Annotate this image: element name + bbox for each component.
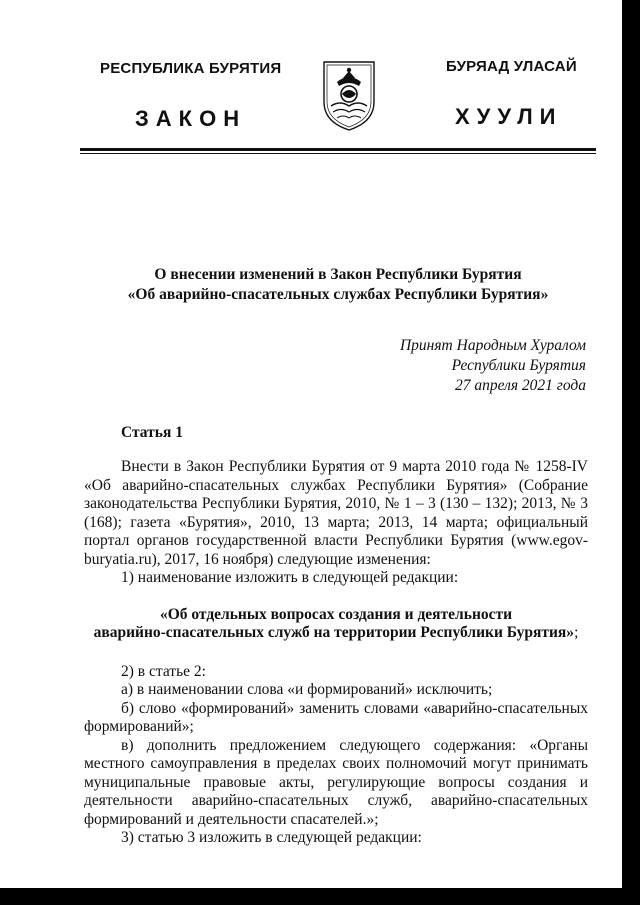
amendment-item-2: 2) в статье 2: [121, 662, 206, 680]
new-law-name-semicolon: ; [574, 624, 579, 641]
article-body [84, 458, 588, 848]
new-law-name-line-1: «Об отдельных вопросах создания и деятельности [159, 605, 513, 623]
republic-name-buryat: БУРЯАД УЛАСАЙ [446, 58, 577, 75]
article-intro-paragraph: Внести в Закон Республики Бурятия от 9 марта 2010 года № 1258-IV «Об аварийно-спасательных службах Республики Бурятия» (Собрание законодательства Республики Бурятия, 2010, № 1 – 3 (130 – 132); 2013, № 3 (168); газета «Бурятия», 2010, 13 марта; 2013, 14 марта; официальный портал органов государственной власти Республики Бурятия (www.egov-buryatia.ru), 2017, 16 ноября) следующие изменения: [84, 458, 588, 568]
amendment-item-3: 3) статью 3 изложить в следующей редакции: [121, 829, 422, 846]
new-law-name-line-2-wrap [84, 624, 588, 643]
law-title [80, 265, 596, 305]
amendment-item-1: 1) наименование изложить в следующей редакции: [121, 569, 459, 586]
amendment-item-2b: б) слово «формирований» заменить словами «аварийно-спасательных формирований»; [84, 699, 588, 735]
adoption-note-line-1: Принят Народным Хуралом [399, 337, 586, 354]
new-law-name [84, 606, 588, 643]
new-law-name-line-2: аварийно-спасательных служб на территории Республики Бурятия» [93, 624, 575, 641]
law-label-russian: ЗАКОН [135, 106, 247, 131]
law-title-line-2: «Об аварийно-спасательных службах Республики Бурятия» [127, 286, 549, 303]
republic-name-russian: РЕСПУБЛИКА БУРЯТИЯ [100, 60, 282, 77]
law-title-line-1: О внесении изменений в Закон Республики Бурятия [154, 266, 522, 283]
header-divider-thin [80, 153, 596, 154]
adoption-date: 27 апреля 2021 года [454, 377, 586, 394]
buryatia-coat-of-arms-icon [321, 56, 377, 132]
adoption-note-line-2: Республики Бурятия [451, 357, 586, 374]
header-divider-thick [80, 148, 596, 151]
law-label-buryat: ХУУЛИ [455, 104, 563, 129]
amendment-item-2a: а) в наименовании слова «и формирований» исключить; [121, 681, 493, 698]
adoption-note [400, 336, 586, 396]
article-heading: Статья 1 [121, 424, 183, 441]
amendment-item-2c: в) дополнить предложением следующего содержания: «Органы местного самоуправления в пределах своих полномочий могут принимать муниципальные правовые акты, регулирующие вопросы создания и деятельности аварийно-спасательных служб, аварийно-спасательных формирований и деятельности спасателей.»; [84, 736, 588, 828]
